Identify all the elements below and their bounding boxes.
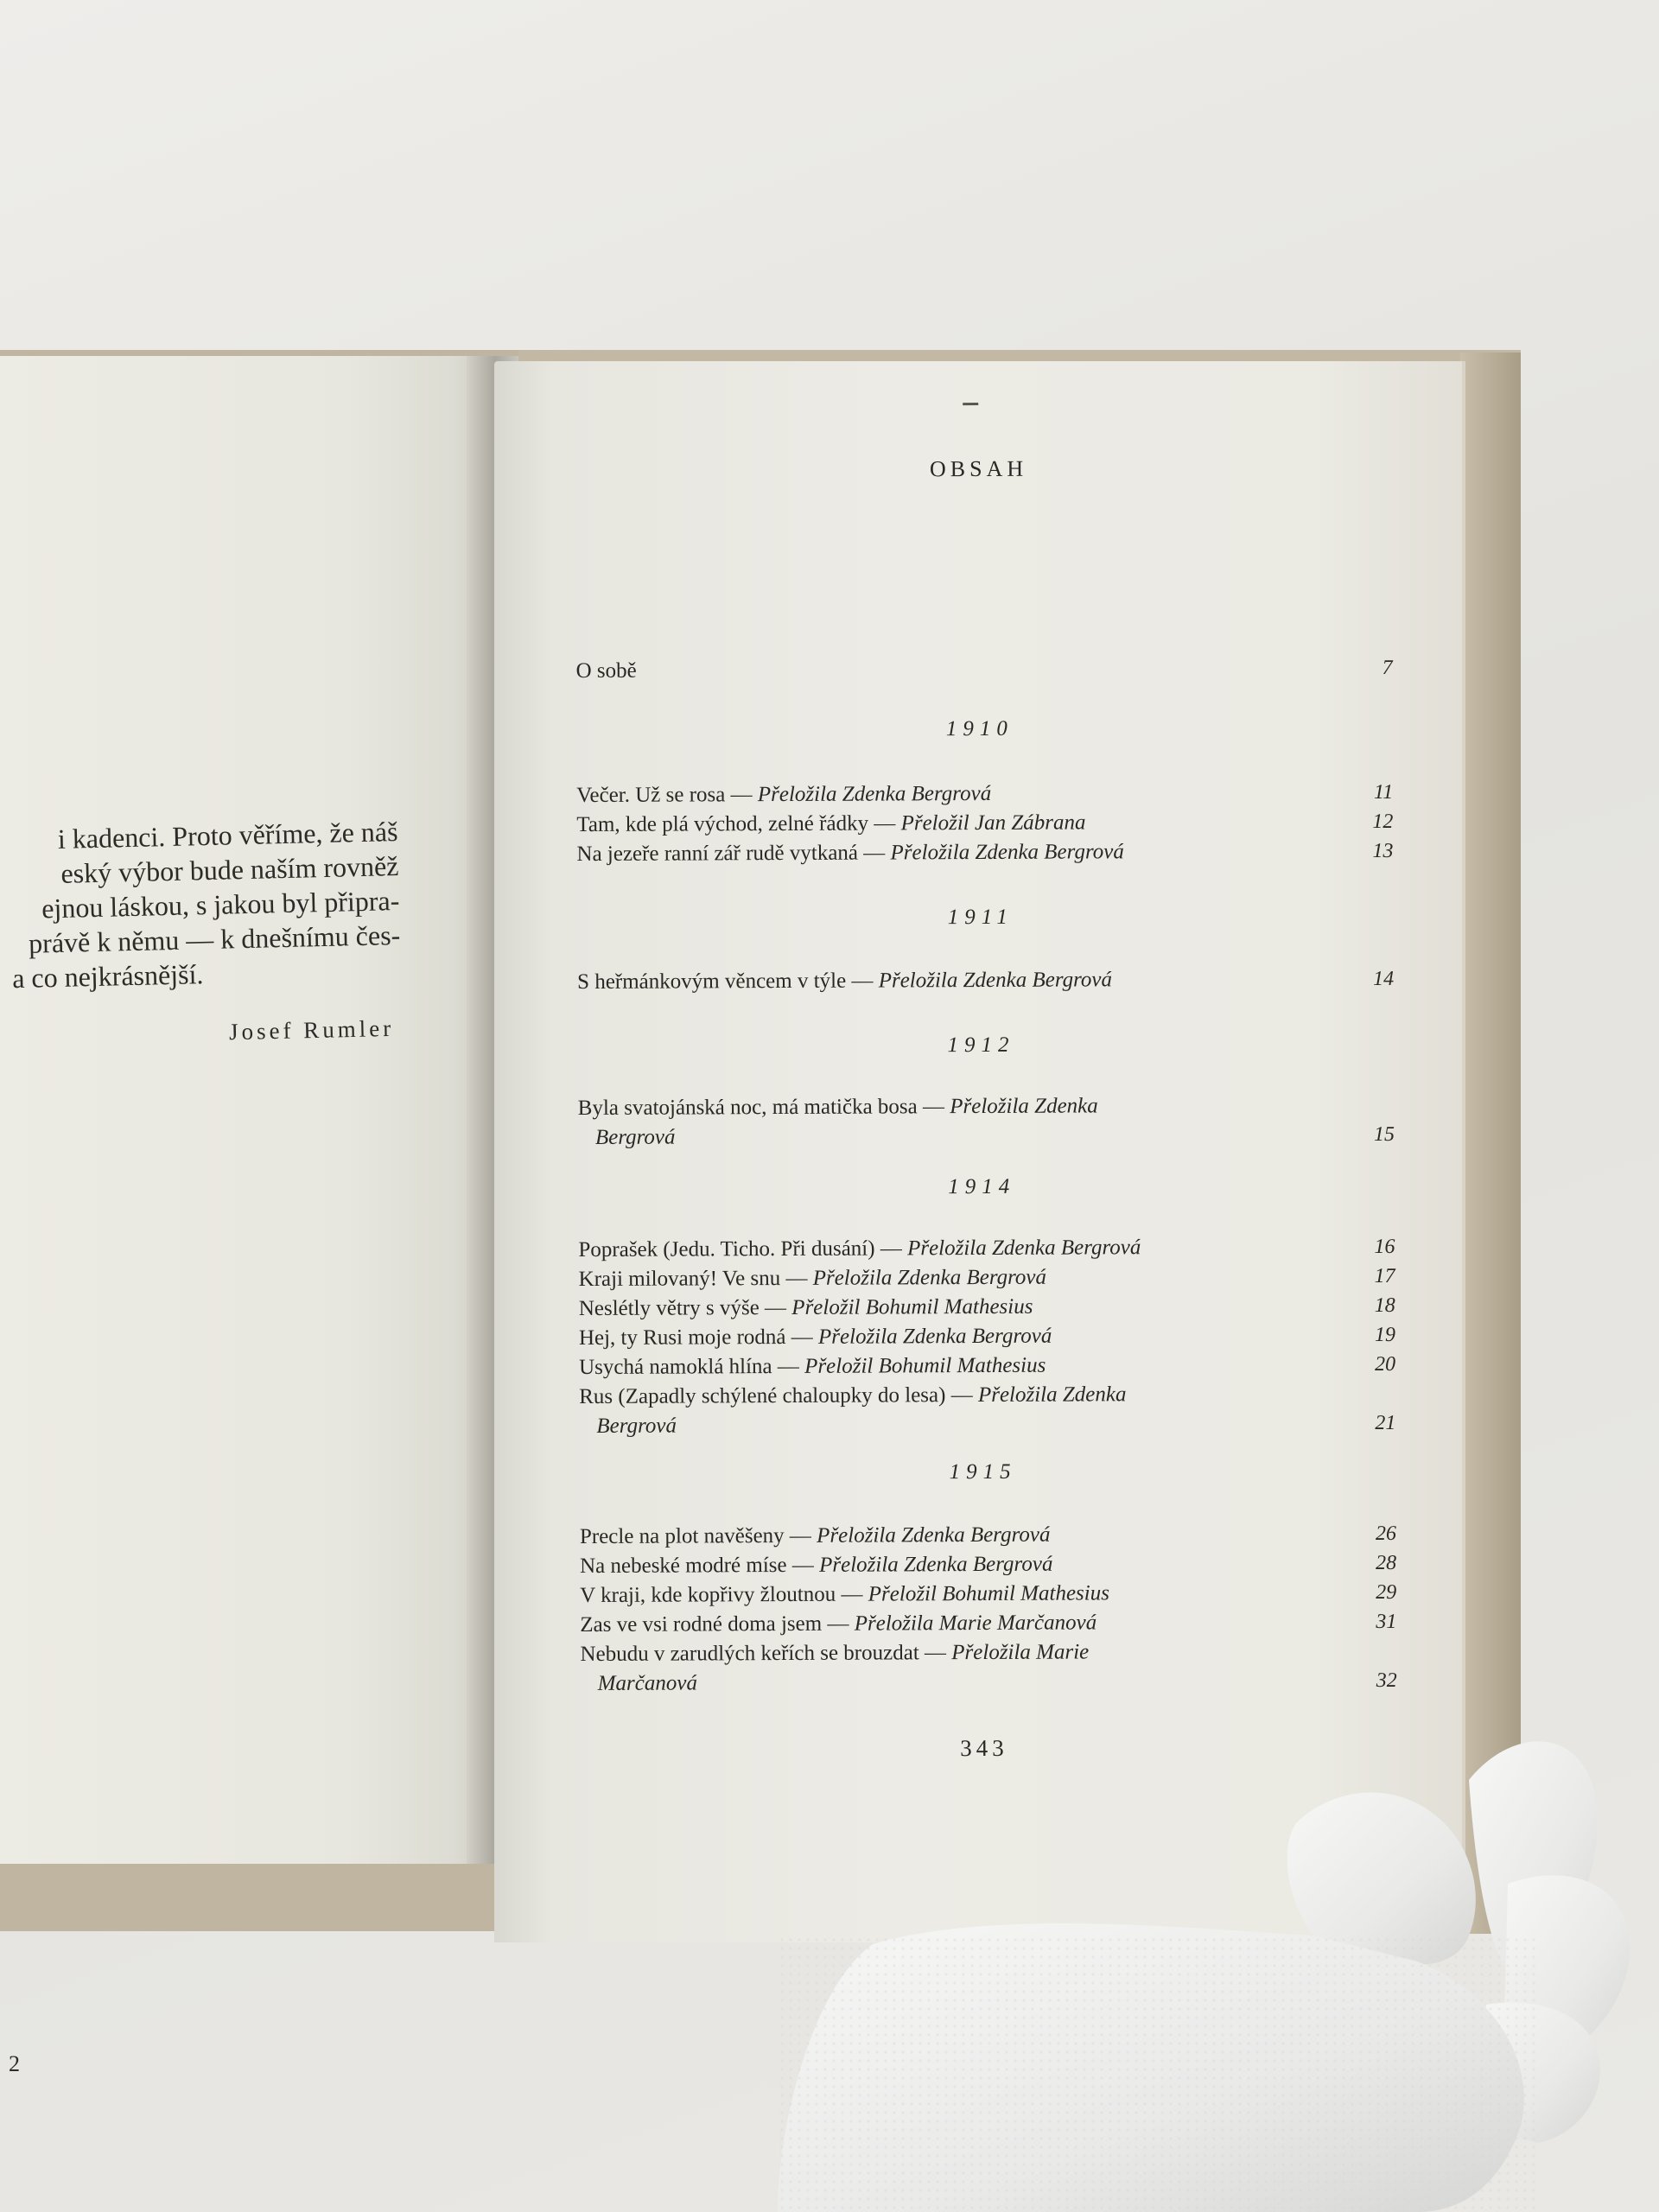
toc-entry-translator: Přeložila Zdenka Bergrová [878,968,1113,993]
year-heading: 1910 [945,716,1014,741]
toc-entry-dash: — [785,1266,808,1290]
toc-entry-page: 31 [1376,1610,1397,1634]
year-heading: 1912 [947,1033,1015,1058]
left-text-line: ejnou láskou, s jakou byl připra- [41,884,400,925]
toc-entry-title: Usychá namoklá hlína [579,1355,772,1380]
page-folio: 343 [960,1734,1008,1762]
toc-entry-page: 32 [1376,1669,1397,1693]
toc-entry-continuation: Marčanová [597,1671,697,1695]
toc-entry-dash: — [827,1611,849,1636]
toc-entry-dash: — [791,1325,813,1349]
toc-entry-title: Neslétly větry s výše [578,1296,760,1321]
toc-entry-page: 29 [1376,1580,1397,1605]
toc-entry-translator: Přeložila Marie [951,1640,1090,1665]
toc-entry-title: S heřmánkovým věncem v týle [577,969,847,995]
toc-entry-title: Na nebeské modré míse [580,1553,787,1579]
year-heading: 1911 [947,905,1014,930]
toc-entry-title: Precle na plot navěšeny [579,1523,785,1549]
author-signature: Josef Rumler [228,1014,395,1046]
toc-entry-title: Kraji milovaný! Ve snu [578,1267,781,1292]
toc-entry-page: 18 [1374,1294,1395,1318]
left-text-line: eský výbor bude naším rovněž [60,849,399,889]
toc-entry-translator: Přeložila Zdenka Bergrová [906,1236,1141,1261]
toc-entry-dash: — [789,1523,811,1548]
toc-entry-title: O sobě [575,658,637,683]
toc-entry-title: Na jezeře ranní zář rudě vytkaná [576,841,859,867]
toc-entry-continuation: Bergrová [594,1125,676,1149]
toc-entry-dash: — [863,841,886,865]
toc-entry-page: 26 [1375,1522,1396,1546]
toc-entry-dash: — [851,969,874,993]
toc-entry-page: 7 [1382,656,1393,679]
toc-entry-page: 12 [1372,810,1394,834]
toc-entry-title: Poprašek (Jedu. Ticho. Při dusání) [578,1236,875,1262]
year-heading: 1914 [948,1174,1016,1199]
toc-entry-translator: Přeložila Zdenka Bergrová [890,840,1124,865]
toc-entry-title: Večer. Už se rosa [576,783,726,808]
toc-entry-dash: — [924,1641,947,1665]
toc-entry-translator: Přeložil Bohumil Mathesius [804,1353,1046,1378]
toc-entry-dash: — [950,1383,973,1408]
toc-entry-title: V kraji, kde kopřivy žloutnou [580,1582,836,1608]
toc-entry-dash: — [777,1354,799,1379]
toc-entry-translator: Přeložila Zdenka Bergrová [819,1552,1053,1577]
left-text-line: a co nejkrásnější. [11,958,204,995]
left-text-line: i kadenci. Proto věříme, že náš [57,815,398,855]
toc-entry-translator: Přeložil Bohumil Mathesius [868,1581,1109,1606]
toc-entry-dash: — [841,1582,863,1606]
toc-entry-page: 13 [1372,839,1394,863]
toc-entry-page: 16 [1374,1235,1395,1259]
toc-entry-page: 19 [1374,1323,1395,1347]
toc-entry-translator: Přeložila Zdenka Bergrová [757,781,992,807]
toc-entry-title: Tam, kde plá východ, zelné řádky [576,811,869,837]
toc-entry-translator: Přeložila Zdenka Bergrová [812,1265,1047,1290]
toc-entry-dash: — [880,1236,902,1261]
toc-entry-page: 17 [1374,1264,1395,1288]
year-heading: 1915 [949,1459,1017,1484]
toc-entry-page: 20 [1375,1352,1396,1376]
toc-entry-translator: Přeložila Zdenka [977,1382,1127,1408]
left-text-line: právě k němu — k dnešnímu čes- [28,918,401,959]
toc-entry-translator: Přeložil Jan Zábrana [900,810,1086,836]
toc-entry-page: 28 [1376,1551,1397,1575]
toc-entry-dash: — [764,1295,787,1320]
contents-heading: OBSAH [929,455,1028,482]
toc-entry-page: 21 [1375,1411,1396,1435]
toc-entry-dash: — [874,811,896,836]
toc-entry-dash: — [922,1095,945,1119]
left-page-number: 2 [9,2051,20,2076]
toc-entry-page: 14 [1373,967,1395,991]
toc-entry-title: Zas ve vsi rodné doma jsem [580,1611,823,1637]
toc-entry-title: Hej, ty Rusi moje rodná [578,1325,786,1351]
toc-entry-translator: Přeložila Zdenka [950,1094,1098,1119]
toc-entry-title: Nebudu v zarudlých keřích se brouzdat [580,1641,919,1667]
toc-entry-translator: Přeložila Zdenka Bergrová [817,1324,1052,1349]
toc-entry-translator: Přeložila Zdenka Bergrová [817,1522,1051,1548]
toc-entry-dash: — [730,783,753,807]
toc-entry-translator: Přeložila Marie Marčanová [854,1611,1097,1636]
toc-entry-page: 15 [1373,1122,1395,1147]
toc-entry-translator: Přeložil Bohumil Mathesius [791,1294,1033,1319]
toc-entry-title: Byla svatojánská noc, má matička bosa [577,1095,918,1121]
toc-entry-continuation: Bergrová [596,1414,677,1438]
toc-entry-title: Rus (Zapadly schýlené chaloupky do lesa) [579,1383,946,1409]
toc-entry-dash: — [791,1553,814,1577]
toc-entry-page: 11 [1373,780,1394,804]
